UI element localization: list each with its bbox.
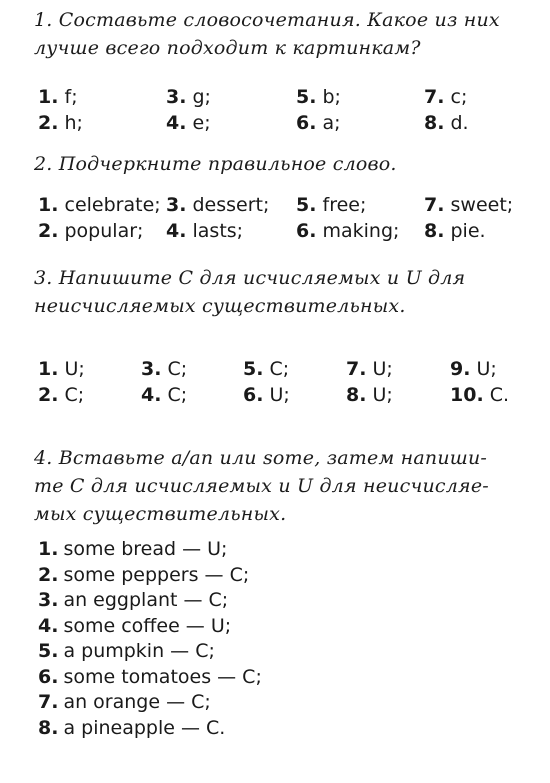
answer-value: dessert; [192,194,270,216]
answer-value: C; [64,384,85,406]
answer-number: 4. [141,384,162,406]
answer-value: an eggplant — C; [63,589,229,611]
task1-answer [424,84,467,110]
answer-number: 7. [346,358,367,380]
answer-number: 8. [424,220,445,242]
answer-number: 8. [346,384,367,406]
task1-answer [296,84,341,110]
task3-heading-line2: неисчисляемых существительных. [34,295,406,317]
answer-number: 8. [38,716,59,739]
task2-answer [296,218,399,244]
answer-number: 4. [38,614,59,637]
task3-answer [243,382,290,408]
answer-number: 2. [38,112,59,134]
task1-answer [166,110,211,136]
task3-heading [34,264,524,320]
answer-value: e; [192,112,211,134]
answer-number: 5. [296,194,317,216]
answer-value: f; [64,86,78,108]
answer-value: a pumpkin — C; [63,640,215,662]
answer-value: U; [269,384,290,406]
answer-value: c; [450,86,468,108]
task4-heading-line1: 4. Вставьте a/an или some, затем напиши- [34,447,488,469]
answer-value: free; [322,194,367,216]
task1-heading-line2: лучше всего подходит к картинкам? [34,37,421,59]
task3-answer [141,356,187,382]
answer-value: sweet; [450,194,514,216]
answer-value: pie. [450,220,486,242]
answer-number: 6. [296,112,317,134]
answer-number: 4. [166,112,187,134]
answer-value: h; [64,112,83,134]
task1-answer [424,110,469,136]
answer-value: lasts; [192,220,244,242]
task2-answer [424,192,513,218]
list-item [38,689,262,715]
answer-number: 1. [38,538,59,560]
answer-value: C; [269,358,290,380]
list-item [38,715,262,741]
list-item [38,664,262,690]
answer-value: C; [167,358,188,380]
answer-value: a; [322,112,341,134]
answer-value: g; [192,86,211,108]
task3-answer [450,356,497,382]
task4-answers [38,536,262,740]
answer-number: 4. [166,220,187,242]
answer-number: 1. [38,86,59,108]
answer-number: 7. [424,86,445,108]
list-item [38,587,262,613]
answer-value: C; [167,384,188,406]
task1-answer [166,84,211,110]
answer-number: 2. [38,220,59,242]
answer-number: 5. [243,358,264,380]
task3-answer [141,382,187,408]
answer-number: 1. [38,358,59,380]
task3-answer [38,382,84,408]
answer-value: C. [489,384,510,406]
task4-heading [34,444,524,528]
answer-number: 3. [166,194,187,216]
answer-number: 6. [296,220,317,242]
answer-value: some tomatoes — C; [63,665,262,688]
task1-answer [38,110,83,136]
task1-heading [34,6,524,62]
answer-value: U; [476,358,497,380]
answer-value: U; [64,358,85,380]
answer-value: an orange — C; [63,691,211,713]
answer-number: 2. [38,384,59,406]
task2-answer [296,192,366,218]
answer-number: 9. [450,358,471,380]
task2-answer [38,192,161,218]
task1-heading-line1: 1. Составьте словосочетания. Какое из них [34,9,500,31]
list-item [38,638,262,664]
task2-answer [38,218,143,244]
answer-number: 5. [38,640,59,662]
answer-value: d. [450,112,469,134]
answer-value: some bread — U; [63,538,228,560]
answer-value: making; [322,220,400,242]
task1-answer [296,110,341,136]
task2-heading: 2. Подчеркните правильное слово. [34,153,397,175]
answer-number: 3. [141,358,162,380]
answer-value: U; [372,358,393,380]
answer-value: popular; [64,220,144,242]
answer-number: 5. [296,86,317,108]
list-item [38,562,262,588]
answer-number: 6. [243,384,264,406]
task3-answer [450,382,509,408]
answer-number: 8. [424,112,445,134]
task3-heading-line1: 3. Напишите С для исчисляемых и U для [34,267,466,289]
answer-value: b; [322,86,341,108]
task2-answer [166,192,269,218]
task4-heading-line2: те С для исчисляемых и U для неисчисляе- [34,475,489,497]
answer-number: 2. [38,563,59,586]
answer-value: some coffee — U; [63,614,232,637]
task2-answer [424,218,486,244]
answer-value: some peppers — C; [63,563,250,586]
task3-answer [346,356,393,382]
answer-value: a pineapple — C. [63,716,226,739]
answer-number: 3. [38,589,59,611]
list-item [38,613,262,639]
answer-number: 7. [424,194,445,216]
task4-heading-line3: мых существительных. [34,503,287,525]
task3-answer [38,356,85,382]
answer-value: U; [372,384,393,406]
task1-answer [38,84,78,110]
answer-number: 6. [38,665,59,688]
task3-answer [346,382,393,408]
answer-number: 10. [450,384,484,406]
answer-number: 7. [38,691,59,713]
answer-number: 3. [166,86,187,108]
answer-value: celebrate; [64,194,161,216]
task2-answer [166,218,243,244]
list-item [38,536,262,562]
answer-number: 1. [38,194,59,216]
task3-answer [243,356,289,382]
